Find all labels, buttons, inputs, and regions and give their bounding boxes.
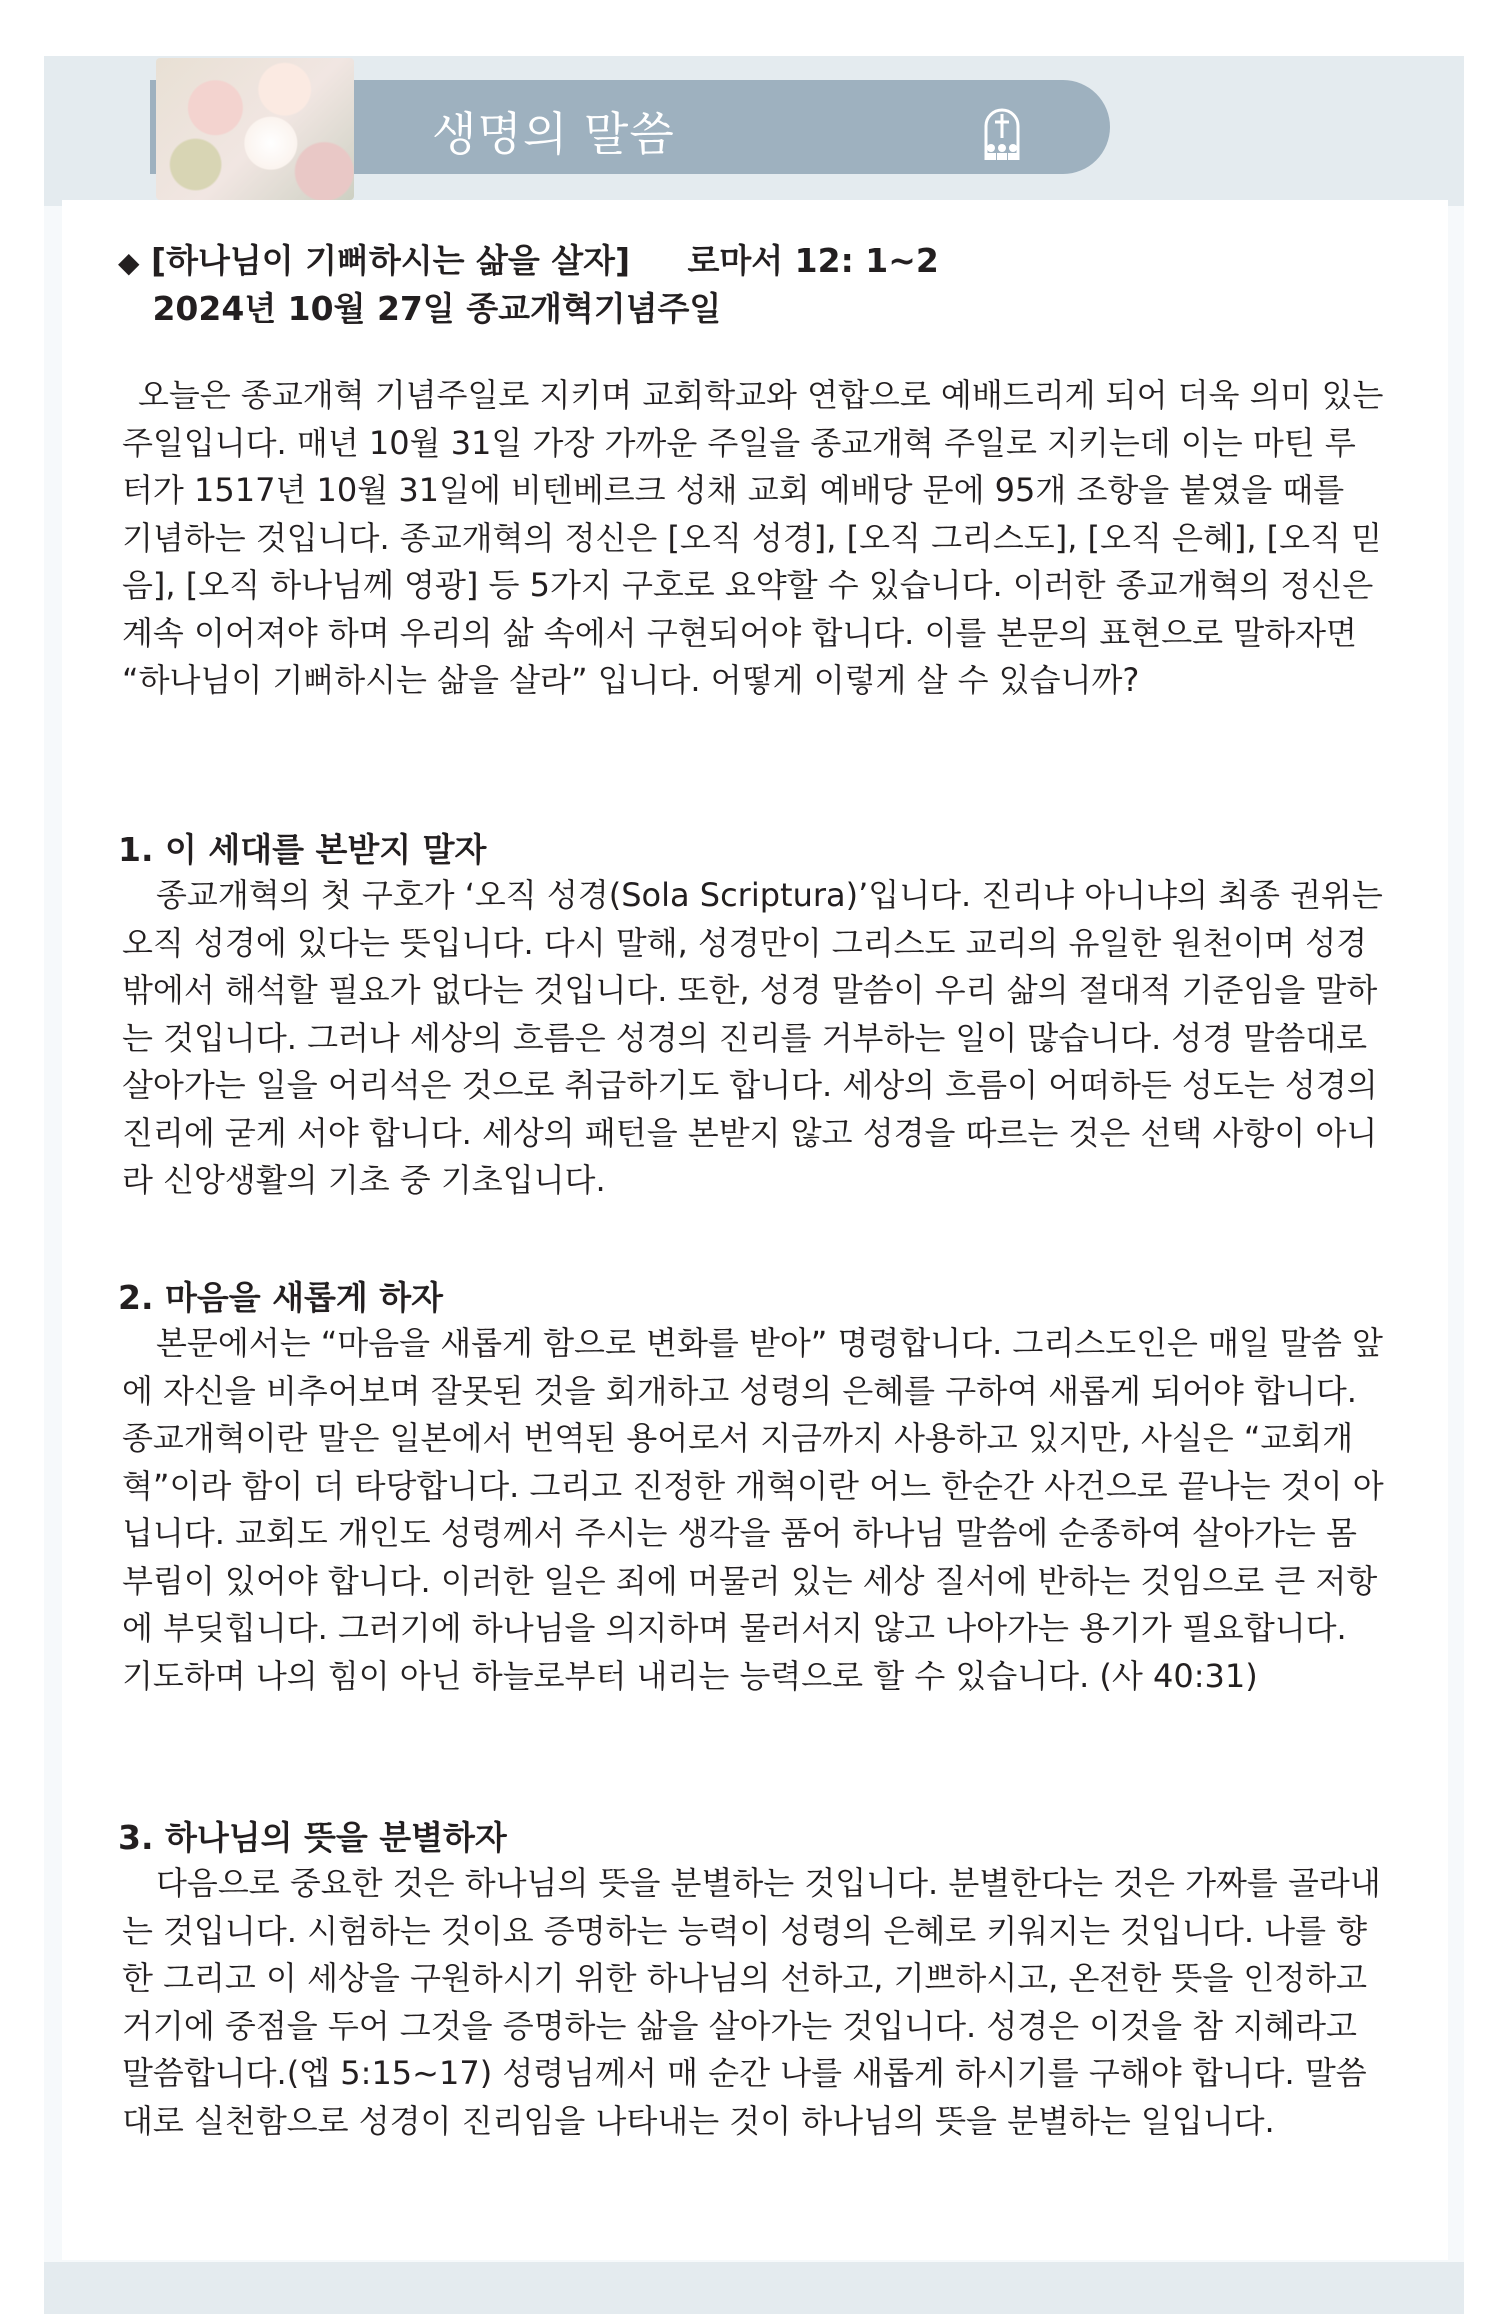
sermon-title: [하나님이 기뻐하시는 삶을 살자] (151, 241, 631, 280)
section-body-3: 다음으로 중요한 것은 하나님의 뜻을 분별하는 것입니다. 분별한다는 것은 가짜를 골라내는 것입니다. 시험하는 것이요 증명하는 능력이 성령의 은혜로 키워지는 것입니다. 나를 향한 그리고 이 세상을 구원하시기 위한 하나님의 선하고, 기쁘하시고, 온전한 뜻을 인정하고 거기에 중점을 두어 그것을 증명하는 삶을 살아가는 것입니다. 성경은 이것을 참 지혜라고 말씀합니다.(엡 5:15~17) 성령님께서 매 순간 나를 새롭게 하시기를 구해야 합니다. 말씀대로 실천함으로 성경이 진리임을 나타내는 것이 하나님의 뜻을 분별하는 일입니다. (122, 1864, 1381, 2140)
section-heading-2: 2. 마음을 새롭게 하자 (118, 1278, 443, 1317)
sermon-date: 2024년 10월 27일 종교개혁기념주일 (152, 289, 722, 328)
church-icon (970, 100, 1034, 164)
sermon-heading (118, 238, 939, 332)
diamond-bullet-icon: ◆ (118, 246, 140, 279)
footer-band (44, 2262, 1464, 2314)
section-body-1: 종교개혁의 첫 구호가 ‘오직 성경(Sola Scriptura)’입니다. 진리냐 아니냐의 최종 권위는 오직 성경에 있다는 뜻입니다. 다시 말해, 성경만이 그리스도 교리의 유일한 원천이며 성경 밖에서 해석할 필요가 없다는 것입니다. 또한, 성경 말씀이 우리 삶의 절대적 기준임을 말하는 것입니다. 그러나 세상의 흐름은 성경의 진리를 거부하는 일이 많습니다. 성경 말씀대로 살아가는 일을 어리석은 것으로 취급하기도 합니다. 세상의 흐름이 어떠하든 성도는 성경의 진리에 굳게 서야 합니다. 세상의 패턴을 본받지 않고 성경을 따르는 것은 선택 사항이 아니라 신앙생활의 기초 중 기초입니다. (122, 876, 1383, 1199)
section-title: 생명의 말씀 (432, 107, 675, 161)
sermon-scripture: 로마서 12: 1~2 (687, 241, 939, 280)
section-heading-1: 1. 이 세대를 본받지 말자 (118, 830, 487, 869)
section-body-2: 본문에서는 “마음을 새롭게 함으로 변화를 받아” 명령합니다. 그리스도인은 매일 말씀 앞에 자신을 비추어보며 잘못된 것을 회개하고 성령의 은혜를 구하여 새롭게 되어야 합니다. 종교개혁이란 말은 일본에서 번역된 용어로서 지금까지 사용하고 있지만, 사실은 “교회개혁”이라 함이 더 타당합니다. 그리고 진정한 개혁이란 어느 한순간 사건으로 끝나는 것이 아닙니다. 교회도 개인도 성령께서 주시는 생각을 품어 하나님 말씀에 순종하여 살아가는 몸부림이 있어야 합니다. 이러한 일은 죄에 머물러 있는 세상 질서에 반하는 것임으로 큰 저항에 부딪힙니다. 그러기에 하나님을 의지하며 물러서지 않고 나아가는 용기가 필요합니다. 기도하며 나의 힘이 아닌 하늘로부터 내리는 능력으로 할 수 있습니다. (사 40:31) (122, 1324, 1384, 1695)
section-heading-3: 3. 하나님의 뜻을 분별하자 (118, 1818, 507, 1857)
intro-paragraph: 오늘은 종교개혁 기념주일로 지키며 교회학교와 연합으로 예배드리게 되어 더욱 의미 있는 주일입니다. 매년 10월 31일 가장 가까운 주일을 종교개혁 주일로 지키는데 이는 마틴 루터가 1517년 10월 31일에 비텐베르크 성채 교회 예배당 문에 95개 조항을 붙였을 때를 기념하는 것입니다. 종교개혁의 정신은 [오직 성경], [오직 그리스도], [오직 은혜], [오직 믿음], [오직 하나님께 영광] 등 5가지 구호로 요약할 수 있습니다. 이러한 종교개혁의 정신은 계속 이어져야 하며 우리의 삶 속에서 구현되어야 합니다. 이를 본문의 표현으로 말하자면 “하나님이 기뻐하시는 삶을 살라” 입니다. 어떻게 이렇게 살 수 있습니까? (122, 376, 1384, 699)
flower-photo (156, 58, 354, 200)
